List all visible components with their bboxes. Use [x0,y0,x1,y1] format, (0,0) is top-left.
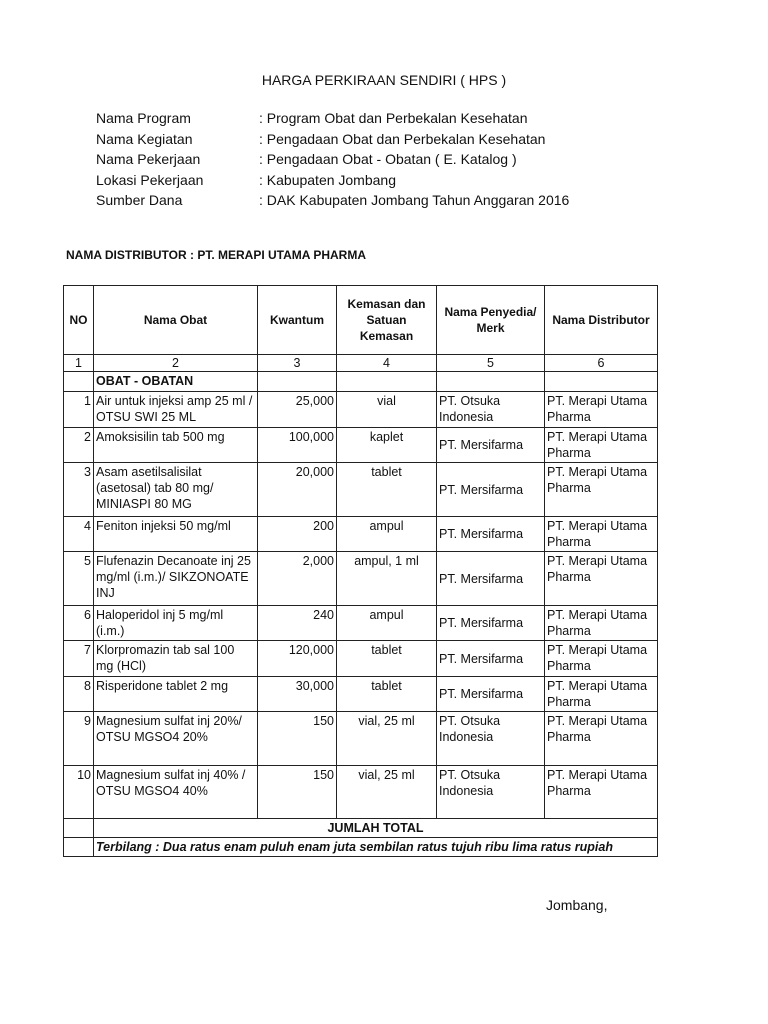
supplier: PT. Otsuka Indonesia [437,392,545,428]
table-row [64,712,658,766]
info-label: Nama Pekerjaan [96,151,201,167]
table-row [64,552,658,606]
table-row [64,517,658,552]
quantity: 240 [258,606,337,641]
row-no: 9 [64,712,94,766]
quantity: 200 [258,517,337,552]
supplier: PT. Otsuka Indonesia [437,712,545,766]
supplier: PT. Otsuka Indonesia [437,766,545,819]
table-row [64,677,658,712]
info-value: : DAK Kabupaten Jombang Tahun Anggaran 2016 [259,192,570,208]
drug-name: Feniton injeksi 50 mg/ml [94,517,258,552]
supplier: PT. Mersifarma [437,463,545,517]
row-no: 5 [64,552,94,606]
packaging: vial, 25 ml [337,712,437,766]
distributor: PT. Merapi Utama Pharma [545,641,658,677]
table-row [64,766,658,819]
header-no: NO [64,286,94,355]
drug-name: Magnesium sulfat inj 40% / OTSU MGSO4 40% [94,766,258,819]
drug-name: Flufenazin Decanoate inj 25 mg/ml (i.m.)/ SIKZONOATE INJ [94,552,258,606]
distributor: PT. Merapi Utama Pharma [545,606,658,641]
info-label: Sumber Dana [96,192,183,208]
supplier: PT. Mersifarma [437,517,545,552]
quantity: 150 [258,766,337,819]
info-value: : Kabupaten Jombang [259,171,396,188]
col-number: 2 [94,355,258,372]
supplier: PT. Mersifarma [437,552,545,606]
packaging: ampul [337,517,437,552]
drug-name: Risperidone tablet 2 mg [94,677,258,712]
info-label: Nama Kegiatan [96,130,193,147]
quantity: 30,000 [258,677,337,712]
row-no: 8 [64,677,94,712]
row-no: 3 [64,463,94,517]
col-number: 4 [337,355,437,372]
quantity: 25,000 [258,392,337,428]
packaging: tablet [337,641,437,677]
distributor: PT. Merapi Utama Pharma [545,392,658,428]
distributor: PT. Merapi Utama Pharma [545,766,658,819]
info-value: : Program Obat dan Perbekalan Kesehatan [259,110,528,126]
section-label: OBAT - OBATAN [94,372,258,392]
info-value: : Pengadaan Obat - Obatan ( E. Katalog ) [259,151,517,167]
header-kwantum: Kwantum [258,286,337,355]
packaging: vial [337,392,437,428]
supplier: PT. Mersifarma [437,641,545,677]
packaging: vial, 25 ml [337,766,437,819]
distributor: PT. Merapi Utama Pharma [545,463,658,517]
row-no: 1 [64,392,94,428]
distributor: PT. Merapi Utama Pharma [545,552,658,606]
quantity: 100,000 [258,428,337,463]
table-row [64,392,658,428]
distributor: PT. Merapi Utama Pharma [545,517,658,552]
col-number: 5 [437,355,545,372]
drug-name: Asam asetilsalisilat (asetosal) tab 80 mg/ MINIASPI 80 MG [94,463,258,517]
quantity: 120,000 [258,641,337,677]
packaging: tablet [337,463,437,517]
distributor: PT. Merapi Utama Pharma [545,712,658,766]
table-row [64,641,658,677]
col-number: 3 [258,355,337,372]
distributor-heading: NAMA DISTRIBUTOR : PT. MERAPI UTAMA PHARMA [66,248,366,262]
supplier: PT. Mersifarma [437,606,545,641]
table-row [64,428,658,463]
quantity: 150 [258,712,337,766]
table-row [64,463,658,517]
packaging: tablet [337,677,437,712]
drug-name: Klorpromazin tab sal 100 mg (HCl) [94,641,258,677]
row-no: 4 [64,517,94,552]
total-label: JUMLAH TOTAL [94,819,658,838]
page-title: HARGA PERKIRAAN SENDIRI ( HPS ) [261,72,507,88]
hps-table [63,285,658,857]
distributor: PT. Merapi Utama Pharma [545,428,658,463]
header-distributor: Nama Distributor [545,286,658,355]
packaging: kaplet [337,428,437,463]
supplier: PT. Mersifarma [437,677,545,712]
info-value: : Pengadaan Obat dan Perbekalan Kesehatan [259,130,546,147]
row-no: 10 [64,766,94,819]
quantity: 20,000 [258,463,337,517]
header-penyedia: Nama Penyedia/ Merk [437,286,545,355]
drug-name: Amoksisilin tab 500 mg [94,428,258,463]
info-label: Lokasi Pekerjaan [96,171,204,188]
header-kemasan: Kemasan dan Satuan Kemasan [337,286,437,355]
col-number: 1 [64,355,94,372]
drug-name: Air untuk injeksi amp 25 ml / OTSU SWI 25 ML [94,392,258,428]
terbilang-text: Terbilang : Dua ratus enam puluh enam juta sembilan ratus tujuh ribu lima ratus rupiah [94,838,658,857]
row-no: 7 [64,641,94,677]
header-nama-obat: Nama Obat [94,286,258,355]
signature-place: Jombang, [546,897,608,913]
distributor: PT. Merapi Utama Pharma [545,677,658,712]
col-number: 6 [545,355,658,372]
info-label: Nama Program [96,110,191,126]
drug-name: Magnesium sulfat inj 20%/ OTSU MGSO4 20% [94,712,258,766]
quantity: 2,000 [258,552,337,606]
table-row [64,606,658,641]
drug-name: Haloperidol inj 5 mg/ml (i.m.) [94,606,258,641]
row-no: 2 [64,428,94,463]
info-block [96,110,569,213]
packaging: ampul, 1 ml [337,552,437,606]
row-no: 6 [64,606,94,641]
supplier: PT. Mersifarma [437,428,545,463]
packaging: ampul [337,606,437,641]
